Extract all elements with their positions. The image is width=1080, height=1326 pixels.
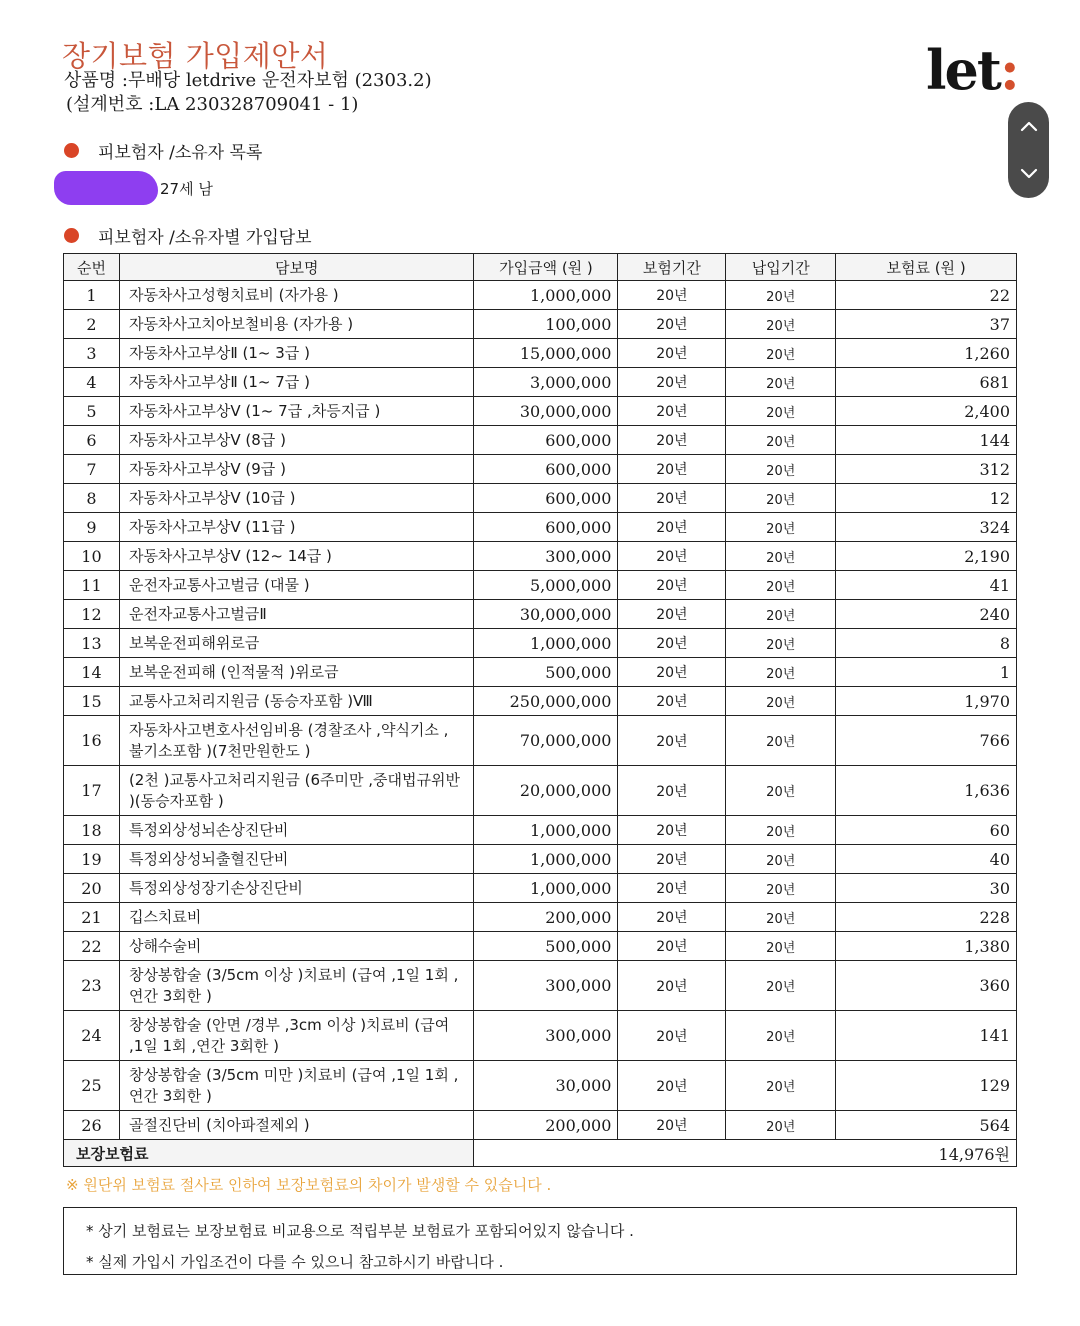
- document-title: 장기보험 가입제안서: [62, 39, 329, 73]
- insurance-period: 20년: [618, 1061, 726, 1111]
- payment-period: 20년: [726, 932, 836, 961]
- payment-period: 20년: [726, 961, 836, 1011]
- payment-period: 20년: [726, 766, 836, 816]
- insurance-period: 20년: [618, 368, 726, 397]
- row-number: 12: [64, 600, 120, 629]
- row-number: 25: [64, 1061, 120, 1111]
- premium: 40: [836, 845, 1017, 874]
- insurance-period: 20년: [618, 716, 726, 766]
- row-number: 1: [64, 281, 120, 310]
- premium: 228: [836, 903, 1017, 932]
- coverage-name: 창상봉합술 (3/5cm 이상 )치료비 (급여 ,1일 1회 ,연간 3회한 ): [119, 961, 474, 1011]
- bullet-icon: [64, 143, 79, 158]
- table-row: [64, 484, 1017, 513]
- row-number: 16: [64, 716, 120, 766]
- total-row: [64, 1140, 1017, 1167]
- insurance-period: 20년: [618, 1011, 726, 1061]
- row-number: 6: [64, 426, 120, 455]
- coverage-amount: 3,000,000: [474, 368, 618, 397]
- premium: 141: [836, 1011, 1017, 1061]
- coverage-amount: 300,000: [474, 961, 618, 1011]
- coverage-amount: 5,000,000: [474, 571, 618, 600]
- insured-list-heading: [64, 138, 262, 163]
- row-number: 13: [64, 629, 120, 658]
- coverage-name: 자동차사고부상Ⅴ (10급 ): [119, 484, 474, 513]
- coverage-name: 골절진단비 (치아파절제외 ): [119, 1111, 474, 1140]
- coverage-amount: 1,000,000: [474, 816, 618, 845]
- payment-period: 20년: [726, 874, 836, 903]
- premium: 22: [836, 281, 1017, 310]
- payment-period: 20년: [726, 571, 836, 600]
- table-row: [64, 281, 1017, 310]
- coverage-amount: 300,000: [474, 1011, 618, 1061]
- table-row: [64, 1111, 1017, 1140]
- scroll-up-button[interactable]: [1008, 102, 1049, 150]
- insurance-period: 20년: [618, 629, 726, 658]
- insurance-period: 20년: [618, 310, 726, 339]
- coverage-amount: 70,000,000: [474, 716, 618, 766]
- table-row: [64, 961, 1017, 1011]
- premium: 2,400: [836, 397, 1017, 426]
- row-number: 24: [64, 1011, 120, 1061]
- bullet-icon: [64, 228, 79, 243]
- row-number: 7: [64, 455, 120, 484]
- table-row: [64, 845, 1017, 874]
- payment-period: 20년: [726, 816, 836, 845]
- row-number: 17: [64, 766, 120, 816]
- coverage-amount: 30,000,000: [474, 397, 618, 426]
- premium: 1,380: [836, 932, 1017, 961]
- row-number: 8: [64, 484, 120, 513]
- insured-entry: [54, 168, 213, 208]
- coverage-name: 운전자교통사고벌금Ⅱ: [119, 600, 474, 629]
- insurance-period: 20년: [618, 1111, 726, 1140]
- row-number: 22: [64, 932, 120, 961]
- page-scroller: [1008, 102, 1049, 198]
- premium: 564: [836, 1111, 1017, 1140]
- coverage-name: 보복운전피해 (인적물적 )위로금: [119, 658, 474, 687]
- coverage-table: [63, 253, 1017, 1167]
- coverage-amount: 1,000,000: [474, 629, 618, 658]
- premium: 324: [836, 513, 1017, 542]
- coverage-name: 창상봉합술 (3/5cm 미만 )치료비 (급여 ,1일 1회 ,연간 3회한 ): [119, 1061, 474, 1111]
- payment-period: 20년: [726, 281, 836, 310]
- coverage-name: 자동차사고부상Ⅴ (9급 ): [119, 455, 474, 484]
- total-value: 14,976원: [474, 1140, 1017, 1167]
- scroll-down-button[interactable]: [1008, 150, 1049, 198]
- logo-text: let: [926, 38, 1000, 102]
- coverage-amount: 200,000: [474, 1111, 618, 1140]
- table-row: [64, 368, 1017, 397]
- table-row: [64, 571, 1017, 600]
- premium: 1,260: [836, 339, 1017, 368]
- insurance-period: 20년: [618, 426, 726, 455]
- coverage-amount: 600,000: [474, 513, 618, 542]
- payment-period: 20년: [726, 339, 836, 368]
- table-row: [64, 310, 1017, 339]
- premium: 60: [836, 816, 1017, 845]
- coverage-name: 운전자교통사고벌금 (대물 ): [119, 571, 474, 600]
- row-number: 11: [64, 571, 120, 600]
- coverage-name: 창상봉합술 (안면 /경부 ,3cm 이상 )치료비 (급여 ,1일 1회 ,연간 3회한 ): [119, 1011, 474, 1061]
- payment-period: 20년: [726, 1061, 836, 1111]
- insurance-period: 20년: [618, 600, 726, 629]
- notice-box: [63, 1207, 1017, 1275]
- insured-list-title: 피보험자 /소유자 목록: [98, 143, 263, 163]
- coverage-amount: 1,000,000: [474, 874, 618, 903]
- coverage-name: 자동차사고부상Ⅴ (11급 ): [119, 513, 474, 542]
- insured-info: 27세 남: [160, 179, 213, 198]
- payment-period: 20년: [726, 687, 836, 716]
- table-row: [64, 455, 1017, 484]
- coverage-name: 교통사고처리지원금 (동승자포함 )Ⅷ: [119, 687, 474, 716]
- table-row: [64, 816, 1017, 845]
- premium: 1,636: [836, 766, 1017, 816]
- coverage-name: 자동차사고성형치료비 (자가용 ): [119, 281, 474, 310]
- let-logo: [926, 38, 1018, 102]
- notice-line: * 실제 가입시 가입조건이 다를 수 있으니 참고하시기 바랍니다 .: [86, 1253, 504, 1271]
- payment-period: 20년: [726, 1111, 836, 1140]
- table-row: [64, 874, 1017, 903]
- coverage-amount: 20,000,000: [474, 766, 618, 816]
- coverage-amount: 500,000: [474, 932, 618, 961]
- insurance-period: 20년: [618, 513, 726, 542]
- payment-period: 20년: [726, 368, 836, 397]
- premium: 240: [836, 600, 1017, 629]
- coverage-name: 자동차사고변호사선임비용 (경찰조사 ,약식기소 , 불기소포함 )(7천만원한도 ): [119, 716, 474, 766]
- col-header-period: 보험기간: [618, 254, 726, 281]
- row-number: 21: [64, 903, 120, 932]
- col-header-paid: 납입기간: [726, 254, 836, 281]
- premium: 312: [836, 455, 1017, 484]
- table-row: [64, 716, 1017, 766]
- coverage-amount: 600,000: [474, 455, 618, 484]
- insurance-period: 20년: [618, 903, 726, 932]
- premium: 41: [836, 571, 1017, 600]
- table-row: [64, 426, 1017, 455]
- design-number: (설계번호 :LA 230328709041 - 1): [66, 94, 359, 115]
- payment-period: 20년: [726, 629, 836, 658]
- insurance-period: 20년: [618, 571, 726, 600]
- premium: 129: [836, 1061, 1017, 1111]
- chevron-down-icon: [1020, 168, 1038, 180]
- row-number: 2: [64, 310, 120, 339]
- coverage-name: 자동차사고부상Ⅱ (1~ 7급 ): [119, 368, 474, 397]
- coverage-name: 특정외상성뇌손상진단비: [119, 816, 474, 845]
- notice-line: * 상기 보험료는 보장보험료 비교용으로 적립부분 보험료가 포함되어있지 않습니다 .: [86, 1222, 634, 1240]
- product-name: 상품명 :무배당 letdrive 운전자보험 (2303.2): [64, 70, 432, 91]
- insurance-period: 20년: [618, 397, 726, 426]
- coverage-name: 자동차사고부상Ⅴ (12~ 14급 ): [119, 542, 474, 571]
- payment-period: 20년: [726, 1011, 836, 1061]
- coverage-amount: 200,000: [474, 903, 618, 932]
- payment-period: 20년: [726, 542, 836, 571]
- table-row: [64, 903, 1017, 932]
- row-number: 23: [64, 961, 120, 1011]
- coverage-name: 상해수술비: [119, 932, 474, 961]
- row-number: 10: [64, 542, 120, 571]
- col-header-coverage: 담보명: [119, 254, 474, 281]
- premium: 2,190: [836, 542, 1017, 571]
- table-row: [64, 600, 1017, 629]
- coverage-amount: 30,000: [474, 1061, 618, 1111]
- premium: 1: [836, 658, 1017, 687]
- table-row: [64, 658, 1017, 687]
- payment-period: 20년: [726, 658, 836, 687]
- payment-period: 20년: [726, 903, 836, 932]
- coverage-name: 특정외상성장기손상진단비: [119, 874, 474, 903]
- premium: 681: [836, 368, 1017, 397]
- payment-period: 20년: [726, 513, 836, 542]
- payment-period: 20년: [726, 310, 836, 339]
- coverage-name: 자동차사고부상Ⅴ (8급 ): [119, 426, 474, 455]
- premium: 1,970: [836, 687, 1017, 716]
- premium: 144: [836, 426, 1017, 455]
- insurance-period: 20년: [618, 455, 726, 484]
- table-row: [64, 1011, 1017, 1061]
- row-number: 9: [64, 513, 120, 542]
- premium: 30: [836, 874, 1017, 903]
- logo-accent: :: [999, 38, 1018, 102]
- table-header-row: [64, 254, 1017, 281]
- coverage-name: 자동차사고부상Ⅴ (1~ 7급 ,차등지급 ): [119, 397, 474, 426]
- coverage-amount: 300,000: [474, 542, 618, 571]
- coverage-amount: 15,000,000: [474, 339, 618, 368]
- insurance-period: 20년: [618, 766, 726, 816]
- coverage-name: 특정외상성뇌출혈진단비: [119, 845, 474, 874]
- row-number: 15: [64, 687, 120, 716]
- payment-period: 20년: [726, 455, 836, 484]
- insurance-period: 20년: [618, 484, 726, 513]
- table-row: [64, 629, 1017, 658]
- premium: 37: [836, 310, 1017, 339]
- insurance-period: 20년: [618, 687, 726, 716]
- insurance-period: 20년: [618, 281, 726, 310]
- insurance-period: 20년: [618, 339, 726, 368]
- coverage-title: 피보험자 /소유자별 가입담보: [98, 228, 312, 248]
- coverage-heading: [64, 223, 312, 248]
- coverage-amount: 100,000: [474, 310, 618, 339]
- row-number: 14: [64, 658, 120, 687]
- table-row: [64, 1061, 1017, 1111]
- coverage-amount: 600,000: [474, 484, 618, 513]
- table-row: [64, 397, 1017, 426]
- payment-period: 20년: [726, 426, 836, 455]
- coverage-name: 깁스치료비: [119, 903, 474, 932]
- row-number: 3: [64, 339, 120, 368]
- row-number: 18: [64, 816, 120, 845]
- col-header-no: 순번: [64, 254, 120, 281]
- premium: 12: [836, 484, 1017, 513]
- table-row: [64, 513, 1017, 542]
- insurance-period: 20년: [618, 845, 726, 874]
- coverage-amount: 250,000,000: [474, 687, 618, 716]
- table-row: [64, 542, 1017, 571]
- insurance-period: 20년: [618, 874, 726, 903]
- col-header-amount: 가입금액 (원 ): [474, 254, 618, 281]
- row-number: 4: [64, 368, 120, 397]
- chevron-up-icon: [1020, 120, 1038, 132]
- row-number: 19: [64, 845, 120, 874]
- coverage-amount: 30,000,000: [474, 600, 618, 629]
- premium: 360: [836, 961, 1017, 1011]
- coverage-amount: 1,000,000: [474, 281, 618, 310]
- premium: 766: [836, 716, 1017, 766]
- coverage-amount: 500,000: [474, 658, 618, 687]
- payment-period: 20년: [726, 716, 836, 766]
- table-row: [64, 932, 1017, 961]
- insurance-period: 20년: [618, 961, 726, 1011]
- payment-period: 20년: [726, 397, 836, 426]
- col-header-premium: 보험료 (원 ): [836, 254, 1017, 281]
- insurance-period: 20년: [618, 816, 726, 845]
- row-number: 5: [64, 397, 120, 426]
- insurance-period: 20년: [618, 658, 726, 687]
- coverage-amount: 1,000,000: [474, 845, 618, 874]
- insurance-period: 20년: [618, 542, 726, 571]
- row-number: 26: [64, 1111, 120, 1140]
- payment-period: 20년: [726, 845, 836, 874]
- insurance-period: 20년: [618, 932, 726, 961]
- coverage-name: 자동차사고부상Ⅱ (1~ 3급 ): [119, 339, 474, 368]
- row-number: 20: [64, 874, 120, 903]
- rounding-note: ※ 원단위 보험료 절사로 인하여 보장보험료의 차이가 발생할 수 있습니다 .: [66, 1176, 552, 1194]
- coverage-name: 보복운전피해위로금: [119, 629, 474, 658]
- coverage-name: 자동차사고치아보철비용 (자가용 ): [119, 310, 474, 339]
- table-row: [64, 687, 1017, 716]
- table-row: [64, 339, 1017, 368]
- redaction-mark: [54, 171, 158, 205]
- coverage-name: (2천 )교통사고처리지원금 (6주미만 ,중대법규위반 )(동승자포함 ): [119, 766, 474, 816]
- table-row: [64, 766, 1017, 816]
- premium: 8: [836, 629, 1017, 658]
- total-label: 보장보험료: [64, 1140, 474, 1167]
- payment-period: 20년: [726, 484, 836, 513]
- coverage-amount: 600,000: [474, 426, 618, 455]
- payment-period: 20년: [726, 600, 836, 629]
